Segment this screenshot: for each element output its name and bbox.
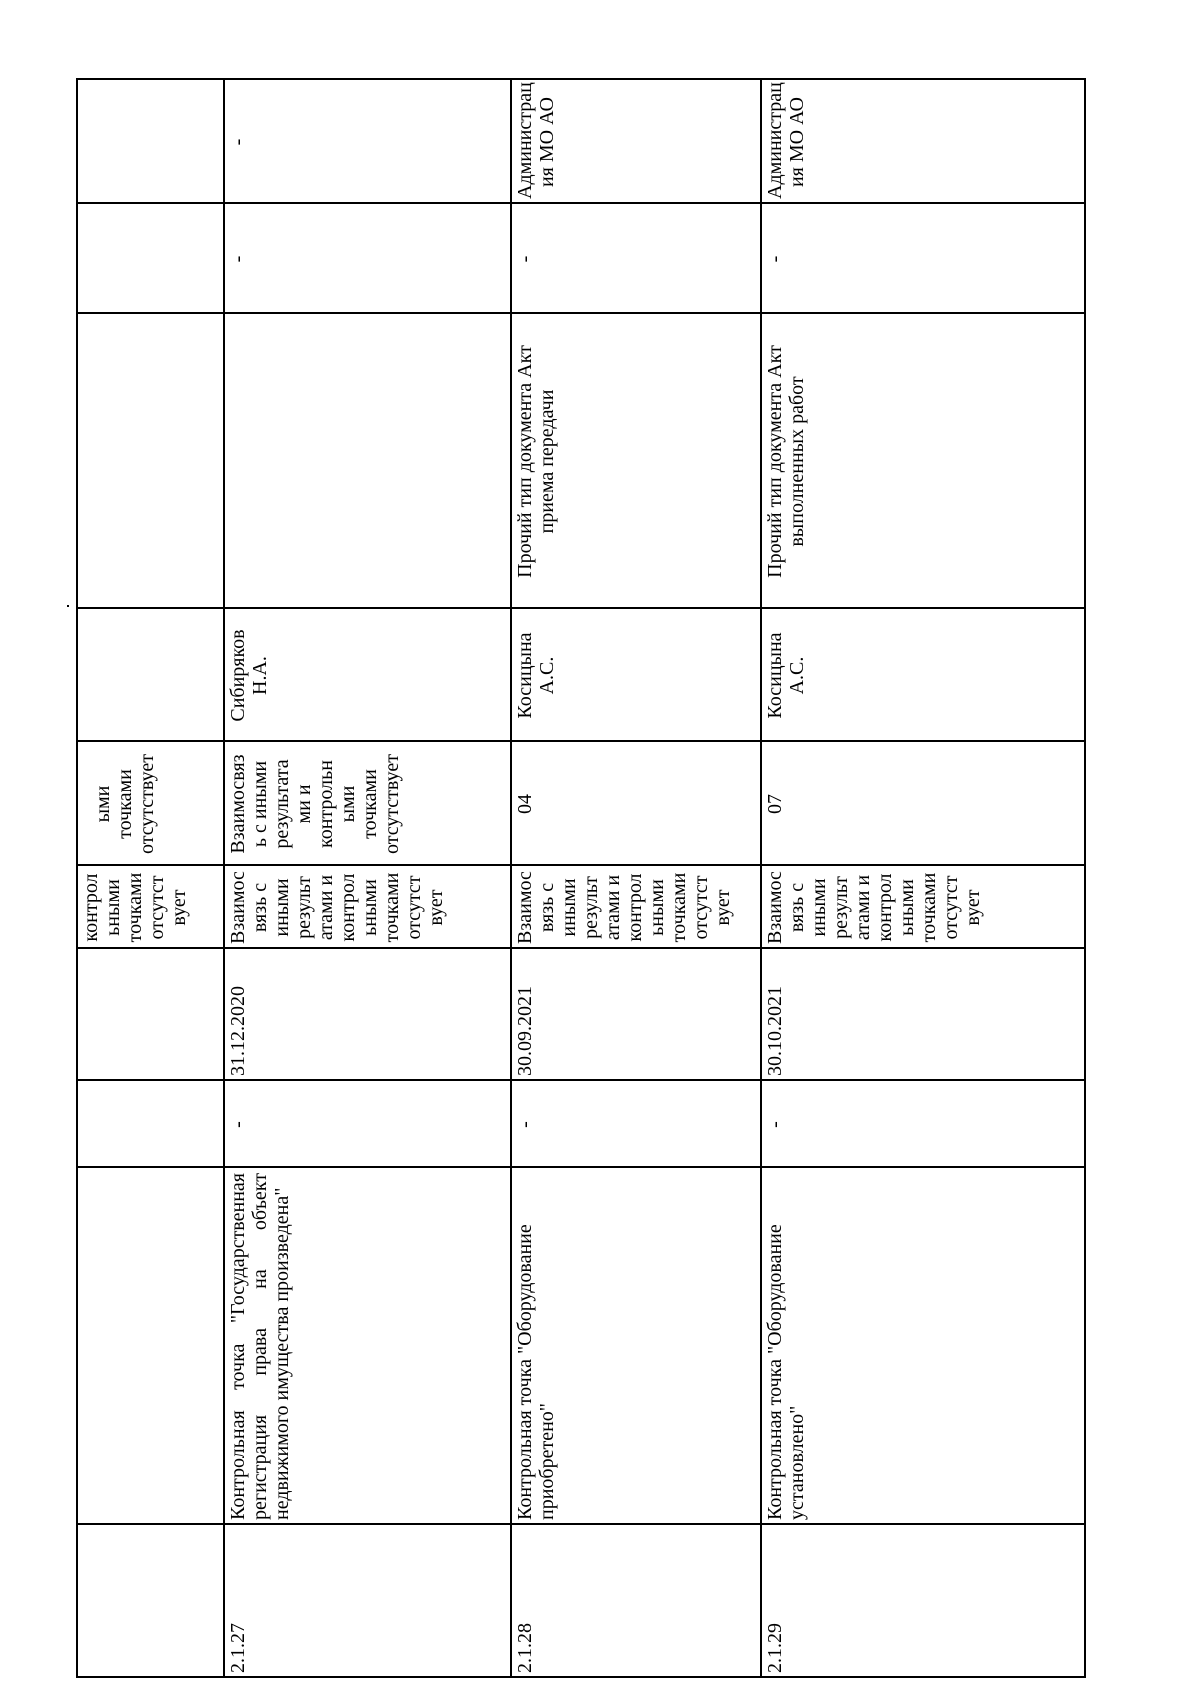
relation-cell-2: Взаимосвяз ь с иными результата ми и контрольн ыми точками отсутствует (227, 753, 403, 855)
relation-cell: Взаимос вязь с иными результ атами и контрол ьными точками отсутст вует (227, 871, 447, 944)
organization-cell: - (227, 138, 249, 146)
code-cell: 07 (764, 794, 786, 814)
dash-cell: - (514, 255, 536, 263)
control-point-name: Контрольная точка "Оборудование приобретено" (514, 1224, 558, 1520)
top-row-relation-cell-2: ыми точками отсутствует (92, 753, 158, 855)
row-number: 2.1.29 (764, 1623, 786, 1673)
dash-cell: - (764, 1121, 786, 1128)
responsible-cell: Сибиряков Н.А. (227, 629, 271, 722)
dash-cell: - (227, 255, 249, 263)
dash-cell: - (514, 1121, 536, 1128)
control-point-name: Контрольная точка "Государственная регистрация права на объект недвижимого имущества произведена" (227, 1173, 293, 1520)
control-point-name: Контрольная точка "Оборудование установлено" (764, 1224, 808, 1520)
responsible-cell: Косицына А.С. (764, 632, 808, 719)
organization-cell: Администрац ия МО АО (764, 82, 808, 199)
row-number: 2.1.27 (227, 1623, 249, 1673)
code-cell: 04 (514, 794, 536, 814)
document-cell: Прочий тип документа Акт выполненных работ (764, 345, 808, 578)
date-cell: 30.09.2021 (514, 986, 536, 1076)
organization-cell: Администрац ия МО АО (514, 82, 558, 199)
scan-speck (67, 605, 69, 607)
relation-cell: Взаимос вязь с иными результ атами и контрол ьными точками отсутст вует (514, 871, 734, 944)
rotated-table (76, 78, 1086, 1678)
row-number: 2.1.28 (514, 1623, 536, 1673)
document-cell (223, 314, 510, 609)
responsible-cell: Косицына А.С. (514, 632, 558, 719)
top-row-relation-cell: контрол ьными точками отсутст вует (80, 872, 190, 943)
dash-cell: - (764, 255, 786, 263)
dash-cell: - (227, 1121, 249, 1128)
date-cell: 31.12.2020 (227, 986, 249, 1076)
relation-cell: Взаимос вязь с иными результ атами и контрол ьными точками отсутст вует (764, 871, 984, 944)
document-cell: Прочий тип документа Акт приема передачи (514, 345, 558, 578)
date-cell: 30.10.2021 (764, 986, 786, 1076)
